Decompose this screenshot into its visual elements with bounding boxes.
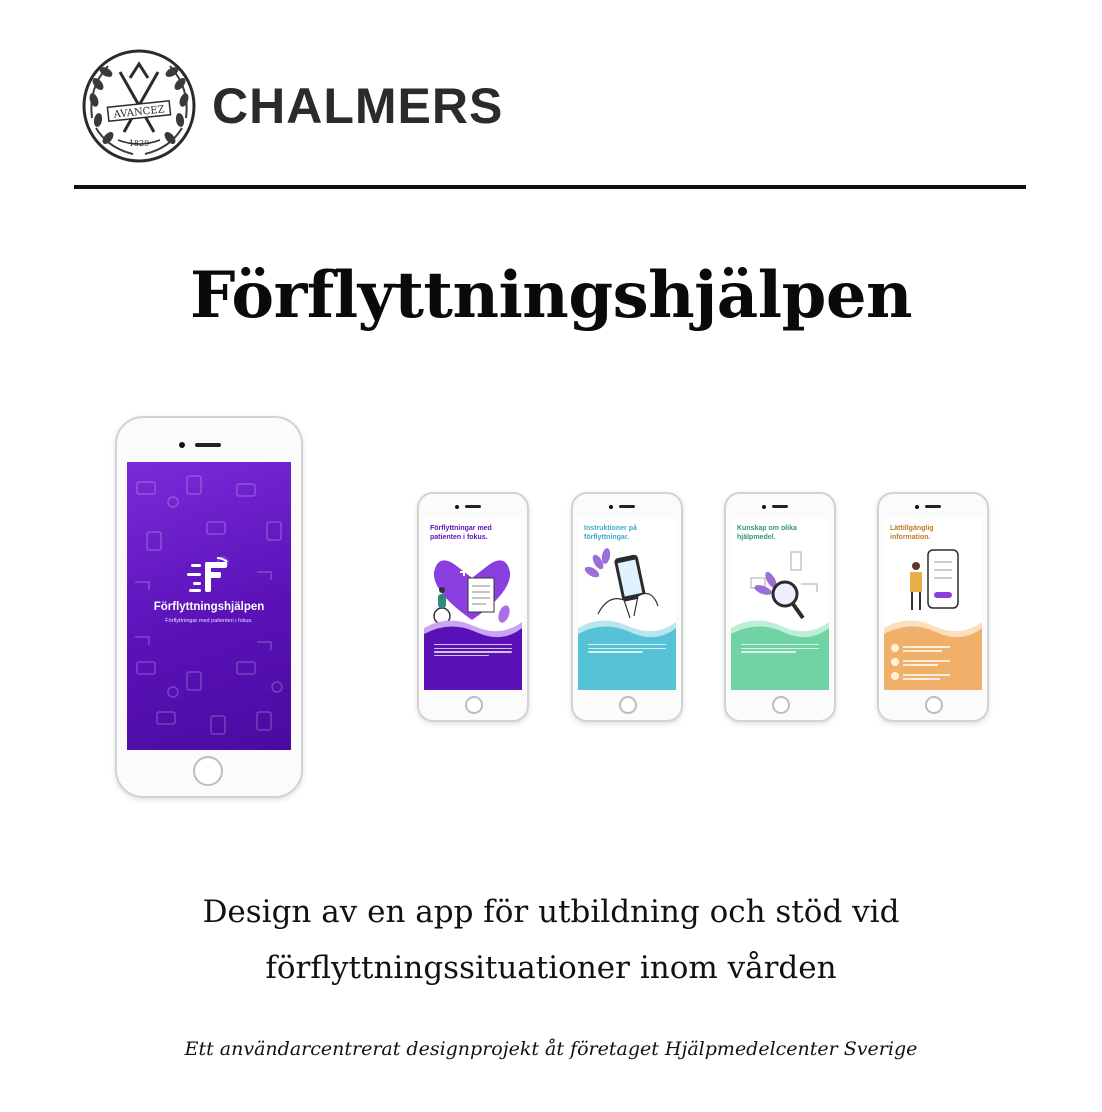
phone-camera xyxy=(915,505,919,509)
seal-year: 1829 xyxy=(128,139,150,148)
phone-mockup-screen-2 xyxy=(571,492,683,722)
seal-motto: AVANCEZ xyxy=(113,104,166,121)
info-list xyxy=(890,642,976,686)
chalmers-wordmark: CHALMERS xyxy=(212,78,504,134)
phone-camera xyxy=(762,505,766,509)
body-text-placeholder xyxy=(741,644,819,655)
onboarding-screen-1 xyxy=(424,518,522,690)
phone-mockup-screen-4 xyxy=(877,492,989,722)
screen-heading: Lättillgänglig information. xyxy=(890,525,934,541)
screen-heading: Förflyttningar med patienten i fokus. xyxy=(430,525,492,541)
phone-home-button xyxy=(193,756,223,786)
onboarding-screen-2 xyxy=(578,518,676,690)
subtitle-line-1: Design av en app för utbildning och stöd vid xyxy=(202,894,900,930)
phone-speaker xyxy=(619,505,635,508)
phone-home-button xyxy=(619,696,637,714)
chalmers-logo xyxy=(78,48,508,164)
phone-home-button xyxy=(925,696,943,714)
subtitle xyxy=(0,884,1102,996)
phone-mockup-main xyxy=(115,416,303,798)
phone-camera xyxy=(609,505,613,509)
phone-speaker xyxy=(465,505,481,508)
onboarding-screen-4 xyxy=(884,518,982,690)
page-title: Förflyttningshjälpen xyxy=(189,258,913,333)
body-text-placeholder xyxy=(434,644,512,658)
onboarding-screen-3 xyxy=(731,518,829,690)
phone-camera xyxy=(455,505,459,509)
chalmers-seal-icon xyxy=(78,48,200,164)
body-text-placeholder xyxy=(588,644,666,655)
splash-screen xyxy=(127,462,291,750)
app-tagline: Förflyttningar med patienten i fokus. xyxy=(165,618,253,624)
phone-mockup-screen-1 xyxy=(417,492,529,722)
subtitle-line-2: förflyttningssituationer inom vården xyxy=(265,950,837,986)
phone-home-button xyxy=(465,696,483,714)
phone-camera xyxy=(179,442,185,448)
phone-speaker xyxy=(772,505,788,508)
header-divider xyxy=(74,185,1026,189)
phone-speaker xyxy=(925,505,941,508)
app-logo-icon xyxy=(183,556,233,598)
phone-mockup-screen-3 xyxy=(724,492,836,722)
footnote: Ett användarcentrerat designprojekt åt företaget Hjälpmedelcenter Sverige xyxy=(184,1038,918,1060)
screen-heading: Kunskap om olika hjälpmedel. xyxy=(737,525,797,541)
phone-home-button xyxy=(772,696,790,714)
app-name: Förflyttningshjälpen xyxy=(153,601,265,613)
phone-speaker xyxy=(195,443,221,447)
screen-heading: Instruktioner på förflyttningar. xyxy=(584,525,637,541)
